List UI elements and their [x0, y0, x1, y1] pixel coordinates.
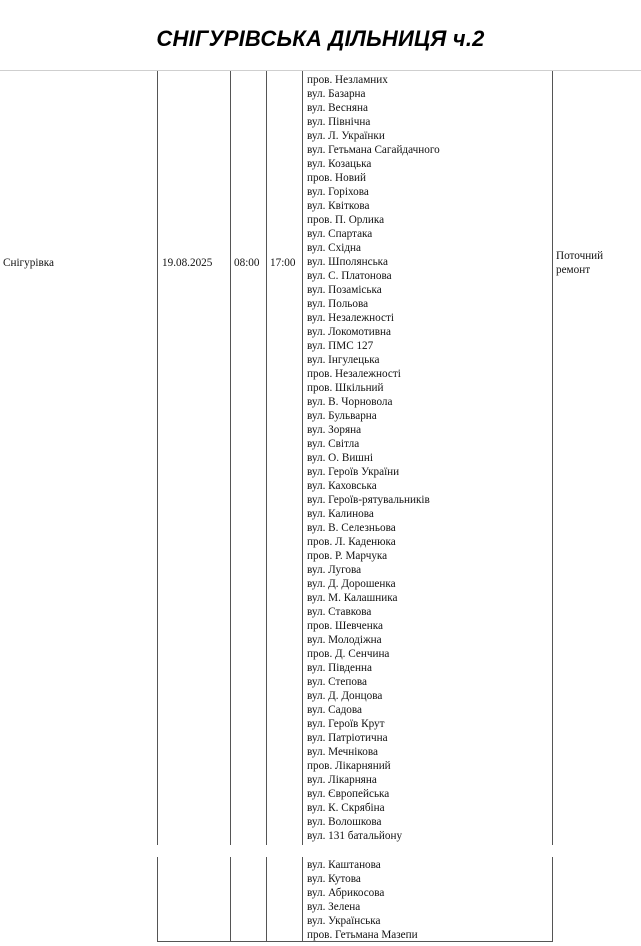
street-item: вул. Д. Дорошенка [307, 578, 396, 590]
street-item: вул. Східна [307, 242, 361, 254]
street-item: вул. Калинова [307, 508, 374, 520]
street-item: вул. Локомотивна [307, 326, 391, 338]
street-item: вул. С. Платонова [307, 270, 392, 282]
table-border [157, 71, 158, 845]
date-cell: 19.08.2025 [162, 257, 213, 269]
street-item: вул. Інгулецька [307, 354, 380, 366]
time-start-cell: 08:00 [234, 257, 260, 269]
street-item: вул. Незалежності [307, 312, 394, 324]
street-item: вул. Зоряна [307, 424, 362, 436]
street-item: вул. Героїв Крут [307, 718, 385, 730]
street-item: вул. Українська [307, 915, 381, 927]
street-item: вул. К. Скрябіна [307, 802, 385, 814]
table-border [157, 857, 158, 942]
street-item: вул. Квіткова [307, 200, 370, 212]
header-divider [0, 70, 641, 71]
street-item: вул. Шполянська [307, 256, 388, 268]
street-item: вул. Ставкова [307, 606, 372, 618]
street-item: пров. Л. Каденюка [307, 536, 396, 548]
settlement-cell: Снігурівка [3, 257, 54, 269]
table-border [230, 71, 231, 845]
street-item: вул. Степова [307, 676, 368, 688]
street-item: вул. Європейська [307, 788, 390, 800]
street-item: пров. Д. Сенчина [307, 648, 390, 660]
street-item: вул. 131 батальйону [307, 830, 403, 842]
table-border [266, 857, 267, 942]
street-item: вул. М. Калашника [307, 592, 398, 604]
street-item: вул. Абрикосова [307, 887, 385, 899]
street-item: пров. Незалежності [307, 368, 401, 380]
street-item: пров. Лікарняний [307, 760, 391, 772]
street-item: вул. Горіхова [307, 186, 369, 198]
street-item: вул. Зелена [307, 901, 361, 913]
street-item: вул. Світла [307, 438, 360, 450]
street-item: пров. Новий [307, 172, 366, 184]
street-item: вул. Бульварна [307, 410, 377, 422]
table-border [302, 71, 303, 845]
street-item: вул. Д. Донцова [307, 690, 383, 702]
street-item: вул. Базарна [307, 88, 366, 100]
street-item: вул. ПМС 127 [307, 340, 374, 352]
page-title: СНІГУРІВСЬКА ДІЛЬНИЦЯ ч.2 [156, 26, 485, 51]
street-item: пров. Гетьмана Мазепи [307, 929, 418, 941]
street-item: вул. Весняна [307, 102, 368, 114]
street-item: вул. В. Селезньова [307, 522, 396, 534]
table-border [266, 71, 267, 845]
street-item: вул. Волошкова [307, 816, 382, 828]
street-item: пров. Шкільний [307, 382, 384, 394]
street-item: вул. Лугова [307, 564, 362, 576]
street-item: вул. Каштанова [307, 859, 381, 871]
street-item: вул. Л. Українки [307, 130, 385, 142]
street-item: вул. Позаміська [307, 284, 382, 296]
street-item: вул. Козацька [307, 158, 372, 170]
street-item: вул. Молодіжна [307, 634, 382, 646]
street-list-page1 [307, 73, 440, 843]
reason-cell-line2: ремонт [556, 264, 591, 276]
street-item: вул. Кутова [307, 873, 361, 885]
street-item: пров. Р. Марчука [307, 550, 388, 562]
table-border [230, 857, 231, 942]
street-item: вул. Мечнікова [307, 746, 378, 758]
street-item: вул. Північна [307, 116, 371, 128]
street-item: пров. Незламних [307, 74, 388, 86]
table-border [302, 857, 303, 942]
street-item: вул. Спартака [307, 228, 373, 240]
table-border [552, 857, 553, 942]
street-item: вул. Героїв України [307, 466, 400, 478]
street-item: пров. П. Орлика [307, 214, 385, 226]
street-item: вул. Лікарняна [307, 774, 377, 786]
street-list-page2 [307, 858, 418, 942]
street-item: вул. Патріотична [307, 732, 388, 744]
street-item: вул. Південна [307, 662, 372, 674]
street-item: вул. Гетьмана Сагайдачного [307, 144, 440, 156]
street-item: вул. Каховська [307, 480, 377, 492]
street-item: вул. Польова [307, 298, 369, 310]
time-end-cell: 17:00 [270, 257, 296, 269]
reason-cell-line1: Поточний [556, 250, 604, 262]
street-item: вул. В. Чорновола [307, 396, 393, 408]
street-item: пров. Шевченка [307, 620, 383, 632]
street-item: вул. Героїв-рятувальників [307, 494, 430, 506]
street-item: вул. Садова [307, 704, 362, 716]
table-border [552, 71, 553, 845]
street-item: вул. О. Вишні [307, 452, 374, 464]
